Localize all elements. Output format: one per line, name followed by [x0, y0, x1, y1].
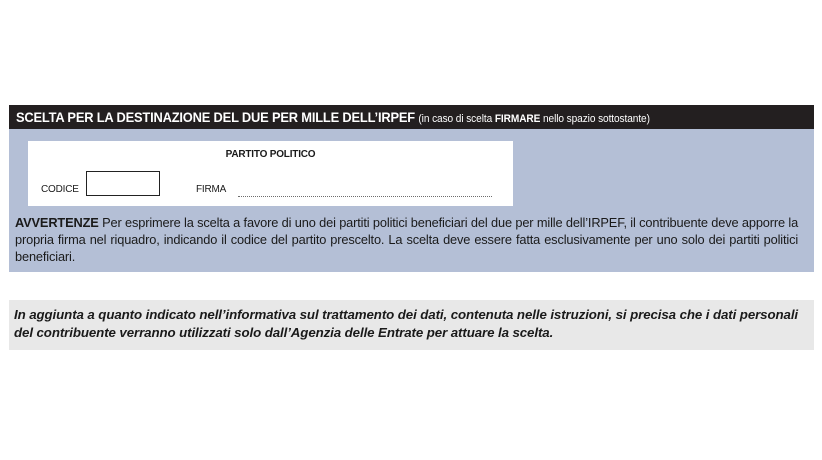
- section-subtitle-prefix: (in caso di scelta: [418, 113, 495, 125]
- codice-field[interactable]: [86, 171, 160, 196]
- warning-paragraph: [15, 214, 798, 265]
- two-per-thousand-section: [9, 105, 814, 272]
- section-title-text: SCELTA PER LA DESTINAZIONE DEL DUE PER MILLE DELL’IRPEF: [16, 109, 415, 125]
- warning-text: Per esprimere la scelta a favore di uno dei partiti politici beneficiari del due per mille dell’IRPEF, il contribuente deve apporre la propria firma nel riquadro, indicando il codice del partito prescelto. La scelta deve essere fatta esclusivamente per uno solo dei partiti politici beneficiari.: [15, 215, 799, 264]
- section-subtitle-bold: FIRMARE: [494, 113, 541, 125]
- section-title: [16, 109, 650, 125]
- privacy-note: [9, 300, 814, 350]
- codice-label: CODICE: [41, 184, 79, 195]
- section-header: [9, 105, 814, 129]
- section-subtitle-suffix: nello spazio sottostante): [540, 113, 650, 125]
- party-choice-box: [28, 141, 513, 206]
- privacy-note-text: In aggiunta a quanto indicato nell’informativa sul trattamento dei dati, contenuta nelle istruzioni, si precisa che i dati personali del contribuente verranno utilizzati solo dall’Agenzia delle Entrate per attuare la scelta.: [14, 307, 799, 340]
- section-subtitle: [418, 113, 649, 125]
- party-title: PARTITO POLITICO: [225, 149, 316, 160]
- warning-lead: AVVERTENZE: [15, 215, 99, 230]
- signature-line[interactable]: [238, 196, 492, 197]
- firma-label: FIRMA: [196, 184, 227, 195]
